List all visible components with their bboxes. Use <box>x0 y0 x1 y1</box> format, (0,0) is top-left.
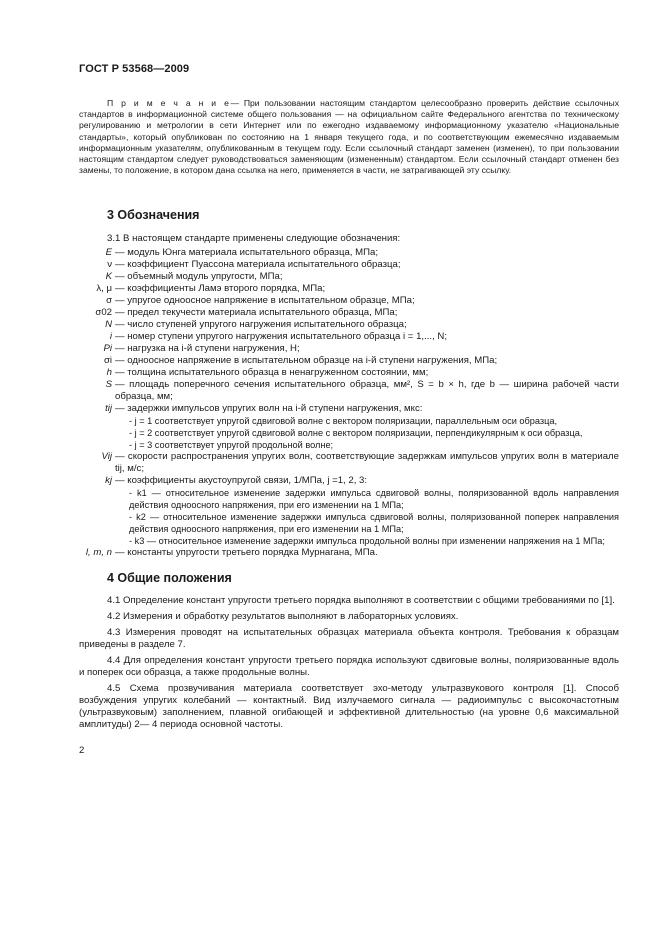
def-row <box>79 367 619 379</box>
paragraph: 4.5 Схема прозвучивания материала соответствует эхо-методу ультразвукового контроля [1]. Способ возбуждения упругих колебаний — контактный. Вид излучаемого сигнала — радиоимпульс с высокочастотным (ультразвуковым) заполнением, плавной огибающей и эффективной длительностью (на уровне 0,6 максимальной амплитуды) 2— 4 периода основной частоты. <box>79 683 619 730</box>
def-symbol: S <box>105 379 112 390</box>
def-text: — предел текучести материала испытательного образца, МПа; <box>115 307 398 318</box>
def-text: — номер ступени упругого нагружения испытательного образца i = 1,..., N; <box>115 331 447 342</box>
def-text: — нагрузка на i-й ступени нагружения, Н; <box>115 343 300 354</box>
note-text: — При пользовании настоящим стандартом целесообразно проверить действие ссылочных стандартов в информационной системе общего пользования — на официальном сайте Федерального агентства по техническому регулированию и метрологии в сети Интернет или по ежегодно издаваемому информационному указателю «Национальные стандарты», который опубликован по состоянию на 1 января текущего года, и по соответствующим ежемесячно издаваемым информационным указателям, опубликованным в текущем году. Если ссылочный стандарт заменен (изменен), то при пользовании настоящим стандартом следует руководствоваться заменяющим (измененным) стандартом. Если ссылочный стандарт отменен без замены, то положение, в котором дана ссылка на него, применяется в части, не затрагивающей эту ссылку. <box>79 98 619 176</box>
def-row <box>79 475 619 487</box>
def-symbol: h <box>106 367 112 378</box>
def-text: — коэффициент Пуассона материала испытательного образца; <box>115 259 401 270</box>
list-item: - j = 1 соответствует упругой сдвиговой волне с вектором поляризации, параллельным оси образца, <box>129 416 558 426</box>
def-symbol: i <box>109 331 112 342</box>
def-row <box>79 259 619 271</box>
note-label: П р и м е ч а н и е <box>107 98 231 108</box>
paragraph: 4.2 Измерения и обработку результатов выполняют в лабораторных условиях. <box>107 611 459 622</box>
def-row <box>79 547 619 559</box>
def-row <box>79 403 619 415</box>
page-number: 2 <box>79 745 85 756</box>
def-row <box>79 247 619 259</box>
def-symbol: ν <box>107 259 112 270</box>
def-text: — толщина испытательного образца в ненагруженном состоянии, мм; <box>115 367 429 378</box>
list-item: - k1 — относительное изменение задержки импульса сдвиговой волны, поляризованной вдоль направления действия одноосного напряжения, при его изменении на 1 МПа; <box>129 488 619 510</box>
def-text: — коэффициенты акустоупругой связи, 1/МПа, j =1, 2, 3: <box>115 475 368 486</box>
def-symbol: E <box>105 247 112 258</box>
def-row <box>79 271 619 283</box>
def-text: — модуль Юнга материала испытательного образца, МПа; <box>115 247 378 258</box>
def-symbol: tij <box>105 403 112 414</box>
def-text: — коэффициенты Ламэ второго порядка, МПа; <box>115 283 326 294</box>
section-3-intro: 3.1 В настоящем стандарте применены следующие обозначения: <box>107 233 401 244</box>
def-symbol: K <box>105 271 112 282</box>
def-text: — упругое одноосное напряжение в испытательном образце, МПа; <box>115 295 415 306</box>
def-row <box>79 283 619 295</box>
section-4-heading: 4 Общие положения <box>107 571 232 585</box>
list-item: - j = 2 соответствует упругой сдвиговой волне с вектором поляризации, перпендикулярным к оси образца, <box>129 428 583 438</box>
def-row <box>79 343 619 355</box>
def-symbol: Pi <box>103 343 112 354</box>
def-symbol: Vij <box>101 451 112 462</box>
def-row <box>79 319 619 331</box>
symbol-definitions <box>79 247 619 559</box>
def-row <box>79 451 619 475</box>
def-row <box>79 295 619 307</box>
def-text: — одноосное напряжение в испытательном образце на i-й ступени нагружения, МПа; <box>115 355 498 366</box>
def-symbol: λ, μ <box>96 283 112 294</box>
section-3-heading: 3 Обозначения <box>107 208 200 222</box>
list-item: - j = 3 соответствует упругой продольной волне; <box>129 440 334 450</box>
paragraph: 4.3 Измерения проводят на испытательных образцах материала объекта контроля. Требования к образцам приведены в разделе 7. <box>79 627 619 650</box>
section-4-body <box>79 595 619 735</box>
def-text: — площадь поперечного сечения испытательного образца, мм², S = b × h, где b — ширина рабочей части образца, мм; <box>115 379 619 402</box>
def-row <box>79 331 619 343</box>
note-paragraph <box>79 98 619 176</box>
def-symbol: N <box>105 319 112 330</box>
def-symbol: σ02 <box>95 307 112 318</box>
def-symbol: σ <box>106 295 112 306</box>
paragraph: 4.4 Для определения констант упругости третьего порядка используют сдвиговые волны, поляризованные вдоль и поперек оси образца, а также продольные волны. <box>79 655 619 678</box>
def-row <box>79 355 619 367</box>
def-row <box>79 379 619 403</box>
def-row <box>79 307 619 319</box>
def-text: — скорости распространения упругих волн, соответствующие задержкам импульсов упругих волн в материале tij, м/с; <box>115 451 619 474</box>
list-item: - k2 — относительное изменение задержки импульса сдвиговой волны, поляризованной поперек направления действия одноосного напряжения, при его изменении на 1 МПа; <box>129 512 619 534</box>
standard-header: ГОСТ Р 53568—2009 <box>79 63 190 75</box>
def-text: — константы упругости третьего порядка Мурнагана, МПа. <box>115 547 378 558</box>
def-symbol: σi <box>103 355 112 366</box>
def-text: — объемный модуль упругости, МПа; <box>115 271 283 282</box>
list-item: - k3 — относительное изменение задержки импульса продольной волны при изменении напряжения на 1 МПа; <box>129 536 605 546</box>
def-text: — число ступеней упругого нагружения испытательного образца; <box>115 319 407 330</box>
def-symbol: l, m, n <box>85 547 112 558</box>
def-text: — задержки импульсов упругих волн на i-й ступени нагружения, мкс: <box>115 403 423 414</box>
def-symbol: kj <box>105 475 112 486</box>
paragraph: 4.1 Определение констант упругости третьего порядка выполняют в соответствии с общими требованиями по [1]. <box>107 595 615 606</box>
